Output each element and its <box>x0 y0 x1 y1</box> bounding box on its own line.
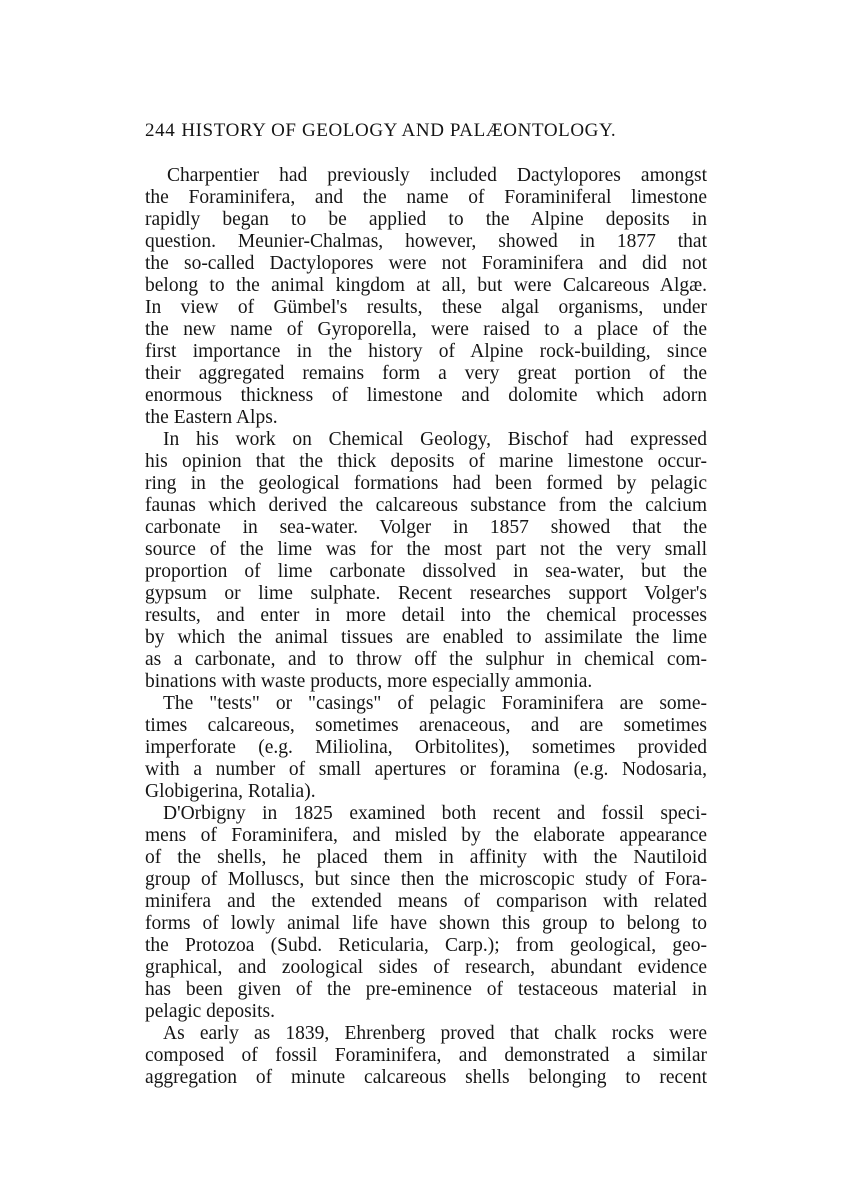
text-line: In view of Gümbel's results, these algal organisms, under <box>145 297 707 318</box>
text-line: The "tests" or "casings" of pelagic Foraminifera are some- <box>163 693 707 714</box>
text-line: binations with waste products, more especially ammonia. <box>145 671 593 692</box>
text-line: his opinion that the thick deposits of marine limestone occur- <box>145 451 707 472</box>
text-line: question. Meunier-Chalmas, however, showed in 1877 that <box>145 231 707 252</box>
text-line: by which the animal tissues are enabled to assimilate the lime <box>145 627 707 648</box>
text-line: forms of lowly animal life have shown this group to belong to <box>145 913 707 934</box>
text-line: Charpentier had previously included Dactylopores amongst <box>167 165 707 186</box>
text-line: results, and enter in more detail into the chemical processes <box>145 605 707 626</box>
text-line: the so-called Dactylopores were not Foraminifera and did not <box>145 253 707 274</box>
text-line: source of the lime was for the most part not the very small <box>145 539 707 560</box>
text-line: the Foraminifera, and the name of Foraminiferal limestone <box>145 187 707 208</box>
text-line: imperforate (e.g. Miliolina, Orbitolites), sometimes provided <box>145 737 707 758</box>
text-line: group of Molluscs, but since then the microscopic study of Fora- <box>145 869 707 890</box>
text-line: gypsum or lime sulphate. Recent researches support Volger's <box>145 583 707 604</box>
text-line: has been given of the pre-eminence of testaceous material in <box>145 979 707 1000</box>
text-line: the Eastern Alps. <box>145 407 278 428</box>
text-line: D'Orbigny in 1825 examined both recent and fossil speci- <box>163 803 707 824</box>
text-line: proportion of lime carbonate dissolved in sea-water, but the <box>145 561 707 582</box>
text-line: pelagic deposits. <box>145 1001 275 1022</box>
text-line: aggregation of minute calcareous shells belonging to recent <box>145 1067 707 1088</box>
body-text <box>145 165 707 1089</box>
text-line: times calcareous, sometimes arenaceous, and are sometimes <box>145 715 707 736</box>
text-line: mens of Foraminifera, and misled by the elaborate appearance <box>145 825 707 846</box>
text-line: of the shells, he placed them in affinity with the Nautiloid <box>145 847 707 868</box>
text-line: their aggregated remains form a very great portion of the <box>145 363 707 384</box>
running-head <box>145 120 705 142</box>
running-title: HISTORY OF GEOLOGY AND PALÆONTOLOGY. <box>181 120 617 141</box>
text-line: minifera and the extended means of comparison with related <box>145 891 707 912</box>
text-line: the new name of Gyroporella, were raised to a place of the <box>145 319 707 340</box>
text-line: as a carbonate, and to throw off the sulphur in chemical com- <box>145 649 707 670</box>
text-line: rapidly began to be applied to the Alpine deposits in <box>145 209 707 230</box>
text-line: the Protozoa (Subd. Reticularia, Carp.); from geological, geo- <box>145 935 707 956</box>
text-line: enormous thickness of limestone and dolomite which adorn <box>145 385 707 406</box>
text-line: Globigerina, Rotalia). <box>145 781 316 802</box>
text-line: ring in the geological formations had been formed by pelagic <box>145 473 707 494</box>
text-line: with a number of small apertures or foramina (e.g. Nodosaria, <box>145 759 707 780</box>
text-line: first importance in the history of Alpine rock-building, since <box>145 341 707 362</box>
text-line: composed of fossil Foraminifera, and demonstrated a similar <box>145 1045 707 1066</box>
page-number: 244 <box>145 120 176 141</box>
text-line: carbonate in sea-water. Volger in 1857 showed that the <box>145 517 707 538</box>
text-line: faunas which derived the calcareous substance from the calcium <box>145 495 707 516</box>
text-line: graphical, and zoological sides of research, abundant evidence <box>145 957 707 978</box>
text-line: As early as 1839, Ehrenberg proved that chalk rocks were <box>163 1023 707 1044</box>
text-line: In his work on Chemical Geology, Bischof had expressed <box>163 429 707 450</box>
text-line: belong to the animal kingdom at all, but were Calcareous Algæ. <box>145 275 707 296</box>
